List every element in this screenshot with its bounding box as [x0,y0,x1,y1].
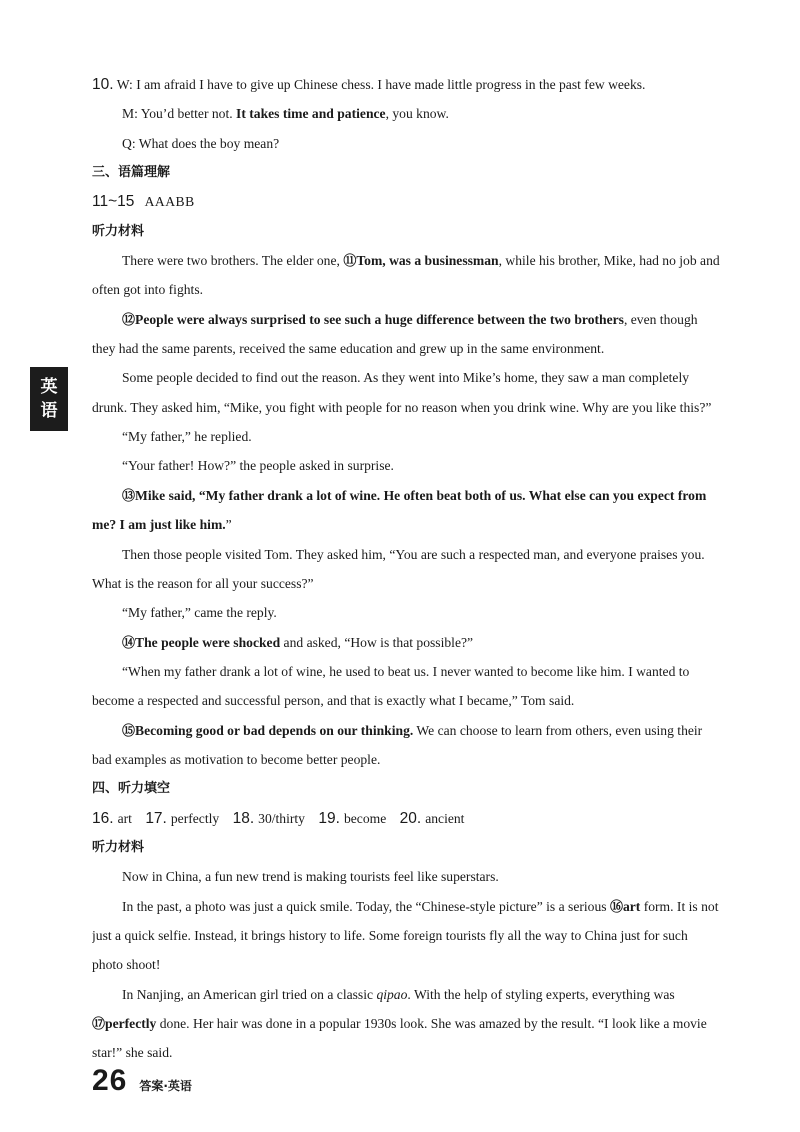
subject-tab-char-1: 英 [40,377,58,397]
p2-line-2: they had the same parents, received the same education and grew up in the same environment. [92,341,605,357]
answer-18-text: 30/thirty [258,810,305,826]
p6-keypoint-1: Mike said, “My father drank a lot of wine. He often beat both of us. What else can you expect from [135,487,707,503]
q10-w-line [92,70,782,99]
p3-line-2: drunk. They asked him, “Mike, you fight with people for no reason when you drink wine. Why are you like this?” [92,399,712,415]
answer-20-text: ancient [425,810,465,826]
p1-pre: There were two brothers. The elder one, [122,253,344,269]
page-number: 26 [92,1064,128,1097]
answer-19-text: become [343,810,387,826]
q3-line-1 [92,980,782,1009]
q10-m-line [92,99,782,128]
p11-line-1 [92,716,782,745]
q3-post: . With the help of styling experts, everything was [407,986,675,1002]
p9-line [92,628,782,657]
p6-post: ” [225,517,232,533]
q1-line: Now in China, a fun new trend is making tourists feel like superstars. [122,869,499,885]
q2-line-1 [92,892,782,921]
section-3-material-label: 听力材料 [92,223,145,239]
p2-keypoint: People were always surprised to see such a huge difference between the two brothers [135,311,624,327]
subject-tab-char-2: 语 [40,401,58,421]
answer-17-text: perfectly [170,810,220,826]
p9-keypoint: The people were shocked [135,634,281,650]
footer-label: 答案·英语 [139,1079,192,1093]
p8-line: “My father,” came the reply. [122,605,277,621]
section-4-material-label: 听力材料 [92,839,145,855]
section-3-title: 三、语篇理解 [92,165,171,181]
q10-number: 10. [92,76,114,93]
q2-keypoint: art [622,898,641,914]
answer-content [92,70,782,1068]
answer-18 [233,811,305,826]
p6-line-1 [92,481,782,510]
p1-line-2: often got into fights. [92,282,204,298]
answer-16 [92,811,132,826]
marker-11: ⑪ [343,254,357,270]
answer-19-number: 19. [318,809,340,827]
answer-17 [145,811,219,826]
p10-line-1: “When my father drank a lot of wine, he used to beat us. I never wanted to become like him. I wanted to [122,663,690,679]
page-footer [92,1064,192,1098]
p1-post: , while his brother, Mike, had no job and [498,253,720,269]
marker-16: ⑯ [609,899,623,915]
p6-keypoint-2: me? I am just like him. [92,517,226,533]
answer-16-number: 16. [92,809,114,827]
p11-line-2: bad examples as motivation to become better people. [92,751,381,767]
subject-tab [30,367,68,431]
p7-line-2: What is the reason for all your success?” [92,575,314,591]
p6-line-2 [92,510,782,539]
q10-m-post: , you know. [385,106,449,122]
q2-pre: In the past, a photo was just a quick smile. Today, the “Chinese-style picture” is a serious [122,898,610,914]
q10-m-keypoint: It takes time and patience [236,106,386,122]
q3-line-2 [92,1009,782,1038]
marker-17: ⑰ [92,1017,106,1032]
marker-15: ⑮ [122,723,136,739]
p11-keypoint: Becoming good or bad depends on our thinking. [135,722,414,738]
answer-18-number: 18. [232,809,255,827]
section-4-title: 四、听力填空 [92,781,171,797]
q10-question: Q: What does the boy mean? [122,135,280,151]
q2-line-2: just a quick selfie. Instead, it brings history to life. Some foreign tourists fly all the way to China just for such [92,927,688,943]
q3-keypoint: perfectly [105,1016,157,1031]
marker-13: ⑬ [122,488,136,504]
q2-line-3: photo shoot! [92,957,161,973]
section-3-answer-key: AAABB [144,194,195,210]
p9-post: and asked, “How is that possible?” [280,634,474,650]
p1-keypoint: Tom, was a businessman [356,253,499,269]
p2-line-1 [92,305,782,334]
p11-post: We can choose to learn from others, even using their [413,722,703,738]
marker-14: ⑭ [122,635,136,651]
section-3-answers [92,187,782,216]
q3-line-2-post: done. Her hair was done in a popular 1930s look. She was amazed by the result. “I look like a movie [156,1016,707,1031]
answer-17-number: 17. [145,809,167,827]
p5-line: “Your father! How?” the people asked in surprise. [122,458,394,474]
q10-w-text: W: I am afraid I have to give up Chinese chess. I have made little progress in the past few weeks. [116,77,646,92]
q3-line-3: star!” she said. [92,1045,173,1061]
p3-line-1: Some people decided to find out the reason. As they went into Mike’s home, they saw a man completely [122,370,690,386]
answer-16-text: art [117,810,132,826]
answer-20-number: 20. [399,809,422,827]
p2-post: , even though [623,311,698,327]
p10-line-2: become a respected and successful person, and that is exactly what I became,” Tom said. [92,693,575,709]
q10-m-pre: M: You’d better not. [122,106,237,122]
answer-19 [318,811,386,826]
q2-post: form. It is not [640,898,719,914]
marker-12: ⑫ [122,312,136,328]
answer-20 [400,811,465,826]
section-3-range: 11~15 [92,193,135,211]
section-4-answers [92,804,782,833]
q3-pre: In Nanjing, an American girl tried on a classic [122,986,377,1002]
p7-line-1: Then those people visited Tom. They asked him, “You are such a respected man, and everyone praises you. [122,546,705,562]
q3-qipao: qipao [376,986,408,1002]
p4-line: “My father,” he replied. [122,429,252,445]
p1-line-1 [92,246,782,275]
